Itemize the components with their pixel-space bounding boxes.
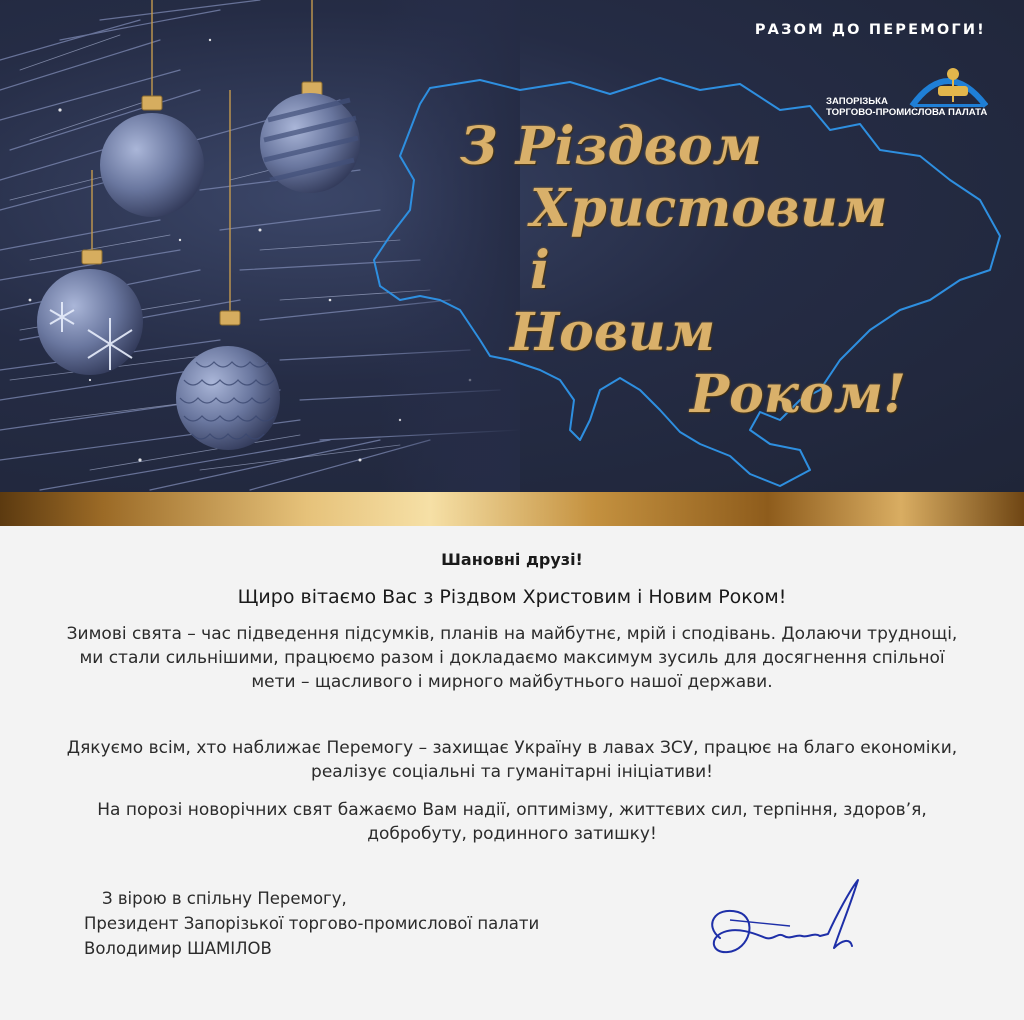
greeting-title-line-2: Христовим і: [530, 178, 888, 301]
chamber-logo: [826, 62, 996, 122]
logo-line-1: ЗАПОРІЗЬКА: [826, 96, 888, 107]
sign-off: [84, 886, 539, 961]
greeting-title-line-3: Новим: [510, 302, 716, 363]
sign-off-line-2: Президент Запорізької торгово-промислової палати: [84, 914, 540, 933]
sign-off-line-3: Володимир ШАМІЛОВ: [84, 939, 272, 958]
letter-body: [0, 526, 1024, 1020]
slogan: РАЗОМ ДО ПЕРЕМОГИ!: [754, 22, 986, 38]
paragraph-1: Зимові свята – час підведення підсумків, планів на майбутнє, мрій і сподівань. Долаючи труднощі, ми стали сильнішими, працюємо разом і докладаємо максимум зусиль для досягнення спільної мети – щасливого і мирного майбутнього нашої держави.: [66, 624, 958, 692]
paragraph-3: На порозі новорічних свят бажаємо Вам надії, оптимізму, життєвих сил, терпіння, здоров’я, добробуту, родинного затишку!: [97, 800, 927, 844]
greeting-title-line-1: З Різдвом: [460, 116, 763, 177]
salutation: Шановні друзі!: [441, 550, 583, 569]
gold-divider: [0, 492, 1024, 526]
holiday-banner: [0, 0, 1024, 492]
sign-off-line-1: З вірою в спільну Перемогу,: [102, 889, 347, 908]
greeting-title: [440, 116, 906, 426]
paragraph-2: Дякуємо всім, хто наближає Перемогу – захищає Україну в лавах ЗСУ, працює на благо економіки, реалізує соціальні та гуманітарні ініціативи!: [66, 738, 958, 782]
handwritten-signature: [700, 876, 870, 976]
logo-line-2: ТОРГОВО-ПРОМИСЛОВА ПАЛАТА: [826, 107, 988, 118]
logo-text: [826, 96, 987, 118]
headline: Щиро вітаємо Вас з Різдвом Христовим і Новим Роком!: [237, 586, 787, 608]
greeting-title-line-4: Роком!: [690, 364, 906, 425]
